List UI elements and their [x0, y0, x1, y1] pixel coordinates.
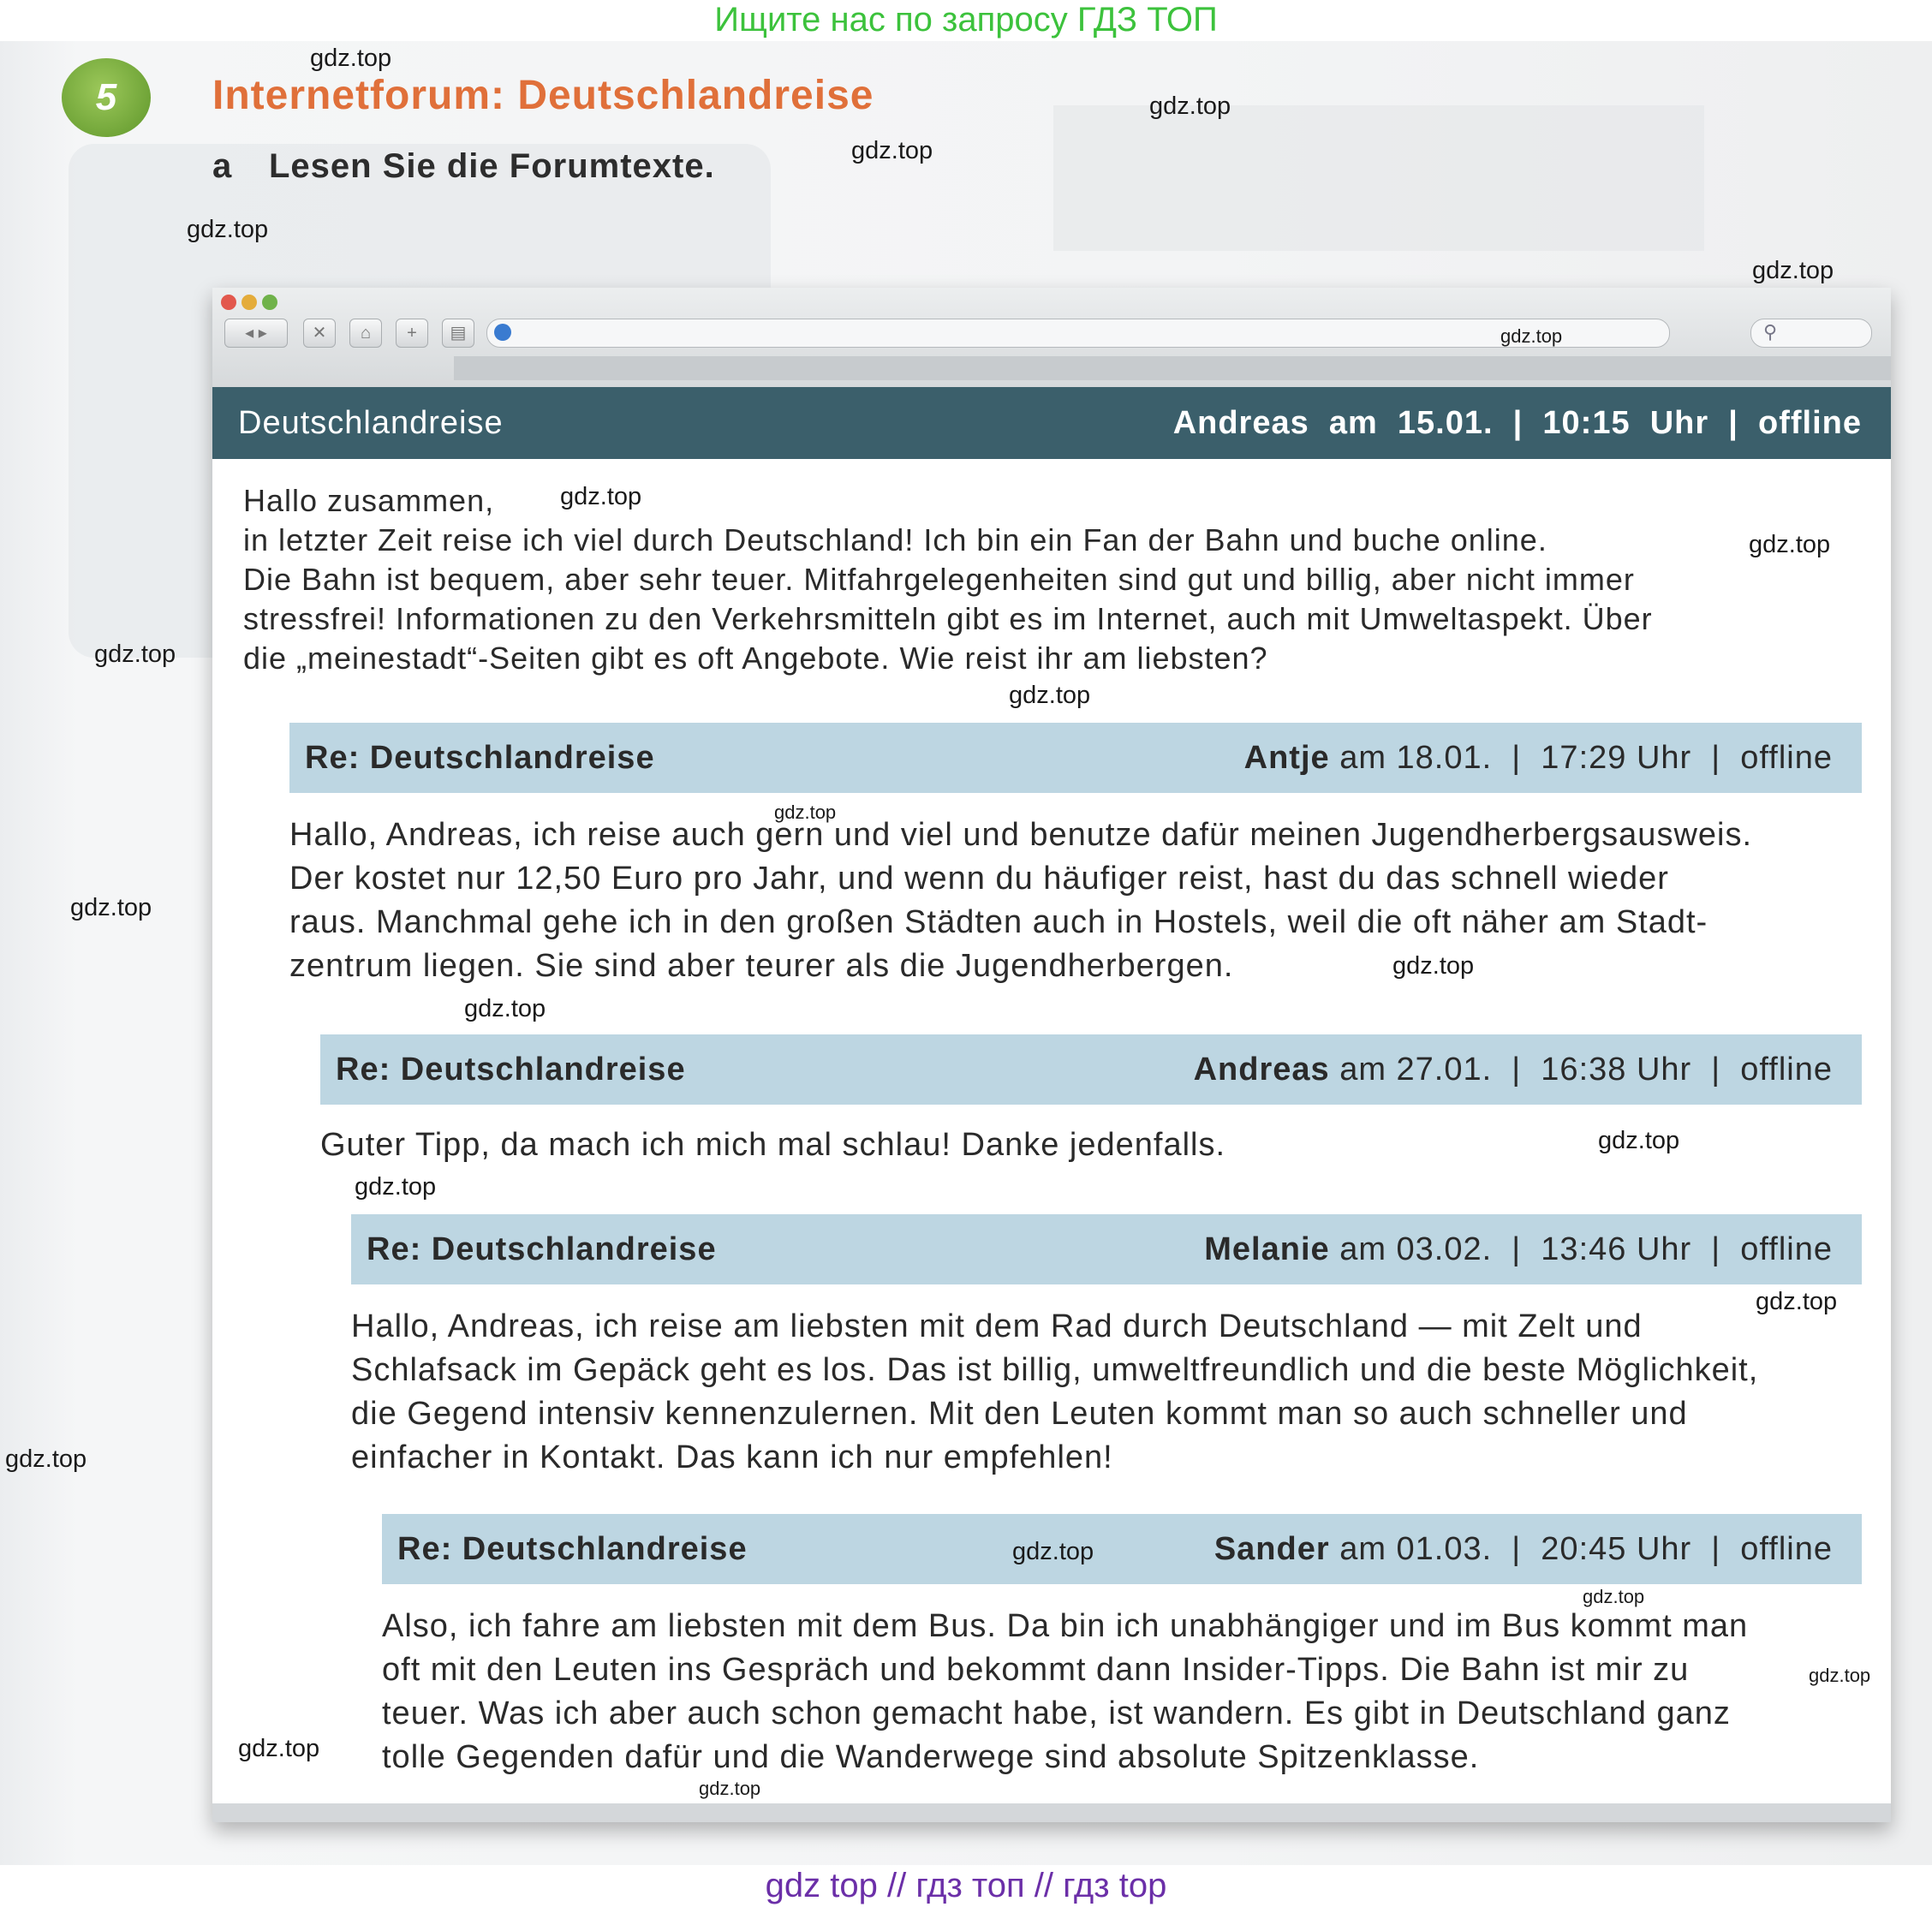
task-instruction: Lesen Sie die Forumtexte. — [269, 147, 715, 185]
print-icon[interactable]: ▤ — [442, 319, 474, 348]
post-line: teuer. Was ich aber auch schon gemacht habe, ist wandern. Es gibt in Deutschland ganz — [382, 1695, 1731, 1731]
reply-meta — [1214, 1514, 1833, 1584]
reply-title[interactable]: Re: Deutschlandreise — [367, 1231, 717, 1267]
post-line: Guter Tipp, da mach ich mich mal schlau! Danke jedenfalls. — [320, 1127, 1226, 1163]
post-line: Hallo, Andreas, ich reise am liebsten mit dem Rad durch Deutschland — mit Zelt und — [351, 1308, 1643, 1344]
post-line: Hallo zusammen, — [243, 483, 495, 518]
watermark: gdz.top — [355, 1173, 437, 1201]
watermark: gdz.top — [1756, 1288, 1838, 1315]
home-icon[interactable]: ⌂ — [349, 319, 382, 348]
watermark: gdz.top — [5, 1445, 87, 1473]
address-bar[interactable] — [486, 319, 1670, 348]
browser-toolbar — [212, 288, 1891, 387]
post-line: raus. Manchmal gehe ich in den großen Städten auch in Hostels, weil die oft näher am Stadt- — [289, 904, 1708, 940]
post-line: oft mit den Leuten ins Gespräch und bekommt dann Insider-Tipps. Die Bahn ist mir zu — [382, 1652, 1690, 1688]
watermark: gdz.top — [1392, 952, 1475, 980]
post-line: in letzter Zeit reise ich viel durch Deutschland! Ich bin ein Fan der Bahn und buche online. — [243, 522, 1547, 557]
watermark: gdz.top — [1009, 682, 1091, 709]
top-banner: Ищите нас по запросу ГДЗ ТОП — [714, 1, 1218, 39]
watermark: gdz.top — [1809, 1665, 1871, 1686]
reply-body-antje — [289, 813, 1874, 988]
add-icon[interactable]: + — [396, 319, 428, 348]
reply-title[interactable]: Re: Deutschlandreise — [397, 1531, 748, 1567]
post-line: Hallo, Andreas, ich reise auch gern und viel und benutze dafür meinen Jugendherbergsausweis. — [289, 817, 1753, 853]
bottom-banner: gdz top // гдз топ // гдз top — [765, 1867, 1167, 1904]
reply-date-status: am 01.03. | 20:45 Uhr | offline — [1329, 1531, 1833, 1567]
watermark: gdz.top — [1598, 1127, 1680, 1154]
post-line: einfacher in Kontakt. Das kann ich nur empfehlen! — [351, 1439, 1113, 1475]
watermark: gdz.top — [851, 137, 933, 164]
reply-title[interactable]: Re: Deutschlandreise — [336, 1052, 686, 1088]
reply-date-status: am 03.02. | 13:46 Uhr | offline — [1329, 1231, 1833, 1267]
reply-meta — [1204, 1214, 1833, 1284]
maximize-dot-icon[interactable] — [262, 295, 277, 310]
reply-header-andreas — [320, 1034, 1862, 1105]
watermark: gdz.top — [1583, 1586, 1645, 1607]
reply-date-status: am 27.01. | 16:38 Uhr | offline — [1329, 1052, 1833, 1088]
thread-meta: Andreas am 15.01. | 10:15 Uhr | offline — [1172, 405, 1862, 441]
reply-meta — [1244, 723, 1833, 793]
watermark: gdz.top — [1752, 257, 1834, 284]
reply-body-sander — [382, 1605, 1881, 1779]
back-forward-icon[interactable]: ◂ ▸ — [224, 319, 288, 348]
thread-title[interactable]: Deutschlandreise — [238, 405, 504, 441]
reply-title[interactable]: Re: Deutschlandreise — [305, 740, 655, 776]
post-line: Die Bahn ist bequem, aber sehr teuer. Mitfahrgelegenheiten sind gut und billig, aber nicht immer — [243, 562, 1635, 597]
post-line: Der kostet nur 12,50 Euro pro Jahr, und wenn du häufiger reist, hast du das schnell wieder — [289, 861, 1669, 897]
reply-header-melanie — [351, 1214, 1862, 1284]
background-ghost-text — [1053, 105, 1704, 251]
watermark: gdz.top — [238, 1735, 320, 1762]
post-line: zentrum liegen. Sie sind aber teurer als die Jugendherbergen. — [289, 948, 1234, 984]
thread-header — [212, 387, 1891, 459]
post-line: stressfrei! Informationen zu den Verkehrsmitteln gibt es im Internet, auch mit Umweltaspekt. Über — [243, 601, 1653, 636]
reply-date-status: am 18.01. | 17:29 Uhr | offline — [1329, 740, 1833, 776]
intro-post — [243, 481, 1870, 678]
reply-author: Andreas — [1193, 1052, 1330, 1088]
post-line: die Gegend intensiv kennenzulernen. Mit den Leuten kommt man so auch schneller und — [351, 1396, 1688, 1432]
exercise-title: Internetforum: Deutschlandreise — [212, 73, 874, 118]
reply-author: Sander — [1213, 1531, 1330, 1567]
post-line: tolle Gegenden dafür und die Wanderwege sind absolute Spitzenklasse. — [382, 1739, 1480, 1775]
post-line: die „meinestadt“-Seiten gibt es oft Angebote. Wie reist ihr am liebsten? — [243, 641, 1268, 676]
watermark: gdz.top — [1012, 1538, 1094, 1565]
reply-author: Melanie — [1204, 1231, 1330, 1267]
watermark: gdz.top — [1749, 531, 1831, 558]
reply-meta — [1194, 1034, 1833, 1105]
post-line: Also, ich fahre am liebsten mit dem Bus. Da bin ich unabhängiger und im Bus kommt man — [382, 1608, 1749, 1644]
watermark: gdz.top — [560, 483, 642, 510]
post-line: Schlafsack im Gepäck geht es los. Das ist billig, umweltfreundlich und die beste Möglichkeit, — [351, 1352, 1759, 1388]
watermark: gdz.top — [464, 995, 546, 1022]
watermark: gdz.top — [70, 894, 152, 921]
exercise-number-badge: 5 — [62, 58, 151, 137]
watermark: gdz.top — [699, 1778, 761, 1799]
globe-icon — [494, 324, 511, 341]
browser-bottom-bar — [212, 1803, 1891, 1822]
search-input[interactable] — [1750, 319, 1872, 348]
watermark: gdz.top — [187, 216, 269, 243]
task-letter: a — [212, 147, 232, 185]
reply-body-melanie — [351, 1305, 1875, 1480]
watermark: gdz.top — [1500, 325, 1563, 347]
tab-strip — [454, 356, 1891, 380]
reply-header-antje — [289, 723, 1862, 793]
watermark: gdz.top — [1149, 92, 1231, 120]
watermark: gdz.top — [310, 45, 392, 72]
watermark: gdz.top — [94, 641, 176, 668]
close-dot-icon[interactable] — [221, 295, 236, 310]
minimize-dot-icon[interactable] — [242, 295, 257, 310]
watermark: gdz.top — [774, 802, 837, 823]
search-icon: ⚲ — [1763, 321, 1778, 343]
reply-author: Antje — [1243, 740, 1330, 776]
reply-header-sander — [382, 1514, 1862, 1584]
stop-icon[interactable]: ✕ — [303, 319, 336, 348]
